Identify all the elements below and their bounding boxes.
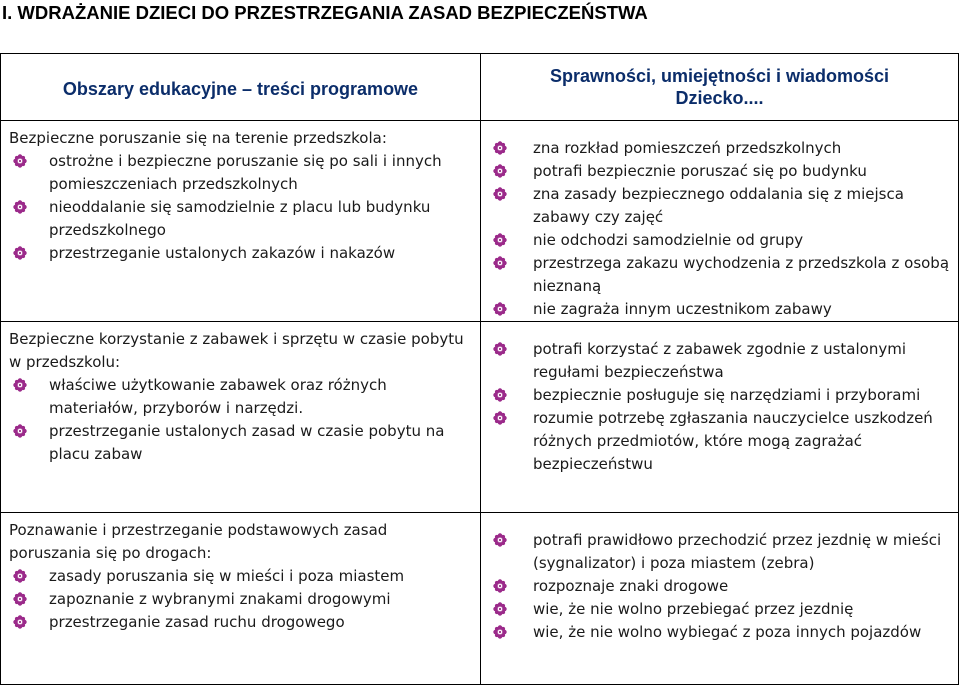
flower-bullet-icon (493, 141, 507, 155)
list-item-text: właściwe użytkowanie zabawek oraz różnych materiałów, przyborów i narzędzi. (49, 376, 387, 417)
header-right-line1: Sprawności, umiejętności i wiadomości (549, 66, 890, 86)
list-item-text: przestrzeganie zasad ruchu drogowego (49, 613, 345, 631)
list-item-text: wie, że nie wolno przebiegać przez jezdnię (533, 600, 854, 618)
list-item (491, 229, 952, 252)
list-item (491, 529, 952, 575)
left-bullet-list (9, 150, 474, 265)
flower-bullet-icon (493, 579, 507, 593)
section-left-cell (1, 121, 481, 322)
header-right-line2: Dziecko.... (675, 88, 764, 108)
list-item-text: potrafi prawidłowo przechodzić przez jezdnię w mieści (sygnalizator) i poza miastem (zebra) (533, 531, 942, 572)
flower-bullet-icon (13, 154, 27, 168)
list-item (9, 374, 474, 420)
section-row (1, 322, 959, 513)
list-item-text: potrafi korzystać z zabawek zgodnie z ustalonymi regułami bezpieczeństwa (533, 340, 906, 381)
header-left-text: Obszary edukacyjne – treści programowe (62, 79, 419, 99)
list-item (9, 420, 474, 466)
list-item (491, 384, 952, 407)
list-item-text: zna zasady bezpiecznego oddalania się z miejsca zabawy czy zajęć (533, 185, 904, 226)
list-item (491, 183, 952, 229)
flower-bullet-icon (493, 533, 507, 547)
flower-bullet-icon (493, 602, 507, 616)
flower-bullet-icon (493, 342, 507, 356)
list-item-text: nieoddalanie się samodzielnie z placu lub budynku przedszkolnego (49, 198, 431, 239)
flower-bullet-icon (13, 424, 27, 438)
list-item (491, 598, 952, 621)
section-right-cell (481, 322, 959, 513)
list-item-text: zapoznanie z wybranymi znakami drogowymi (49, 590, 391, 608)
list-item-text: zna rozkład pomieszczeń przedszkolnych (533, 139, 842, 157)
list-item (491, 407, 952, 476)
flower-bullet-icon (13, 569, 27, 583)
flower-bullet-icon (13, 246, 27, 260)
left-bullet-list (9, 374, 474, 466)
flower-bullet-icon (493, 256, 507, 270)
list-item (9, 611, 474, 634)
list-item (9, 196, 474, 242)
flower-bullet-icon (493, 625, 507, 639)
flower-bullet-icon (493, 388, 507, 402)
list-item (9, 565, 474, 588)
list-item (491, 298, 952, 321)
right-bullet-list (491, 137, 952, 321)
section-left-cell (1, 322, 481, 513)
flower-bullet-icon (493, 164, 507, 178)
list-item (491, 338, 952, 384)
section-row (1, 121, 959, 322)
list-item-text: bezpiecznie posługuje się narzędziami i przyborami (533, 386, 921, 404)
list-item-text: przestrzeganie ustalonych zakazów i nakazów (49, 244, 396, 262)
section-left-cell (1, 513, 481, 685)
list-item (491, 575, 952, 598)
flower-bullet-icon (493, 187, 507, 201)
header-left (1, 54, 481, 121)
document-title: I. WDRAŻANIE DZIECI DO PRZESTRZEGANIA ZASAD BEZPIECZEŃSTWA (2, 2, 648, 23)
list-item (491, 252, 952, 298)
list-item (491, 137, 952, 160)
section-intro: Bezpieczne korzystanie z zabawek i sprzętu w czasie pobytu w przedszkolu: (9, 330, 464, 371)
section-intro: Bezpieczne poruszanie się na terenie przedszkola: (9, 129, 387, 147)
flower-bullet-icon (13, 378, 27, 392)
list-item-text: zasady poruszania się w mieści i poza miastem (49, 567, 405, 585)
flower-bullet-icon (13, 592, 27, 606)
list-item-text: nie odchodzi samodzielnie od grupy (533, 231, 804, 249)
list-item-text: rozpoznaje znaki drogowe (533, 577, 729, 595)
list-item-text: nie zagraża innym uczestnikom zabawy (533, 300, 832, 318)
list-item-text: przestrzega zakazu wychodzenia z przedszkola z osobą nieznaną (533, 254, 950, 295)
section-row (1, 513, 959, 685)
list-item-text: rozumie potrzebę zgłaszania nauczycielce uszkodzeń różnych przedmiotów, które mogą zagrażać bezpieczeństwu (533, 409, 933, 473)
header-right (481, 54, 959, 121)
flower-bullet-icon (13, 200, 27, 214)
curriculum-table (0, 53, 959, 685)
list-item (9, 242, 474, 265)
flower-bullet-icon (493, 411, 507, 425)
flower-bullet-icon (493, 302, 507, 316)
list-item (9, 150, 474, 196)
list-item-text: przestrzeganie ustalonych zasad w czasie pobytu na placu zabaw (49, 422, 445, 463)
section-right-cell (481, 121, 959, 322)
list-item (491, 160, 952, 183)
list-item (491, 621, 952, 644)
list-item-text: wie, że nie wolno wybiegać z poza innych pojazdów (533, 623, 922, 641)
table-header-row (1, 54, 959, 121)
left-bullet-list (9, 565, 474, 634)
right-bullet-list (491, 529, 952, 644)
list-item-text: ostrożne i bezpieczne poruszanie się po sali i innych pomieszczeniach przedszkolnych (49, 152, 442, 193)
section-right-cell (481, 513, 959, 685)
list-item-text: potrafi bezpiecznie poruszać się po budynku (533, 162, 867, 180)
section-intro: Poznawanie i przestrzeganie podstawowych zasad poruszania się po drogach: (9, 521, 388, 562)
flower-bullet-icon (493, 233, 507, 247)
flower-bullet-icon (13, 615, 27, 629)
right-bullet-list (491, 338, 952, 476)
list-item (9, 588, 474, 611)
